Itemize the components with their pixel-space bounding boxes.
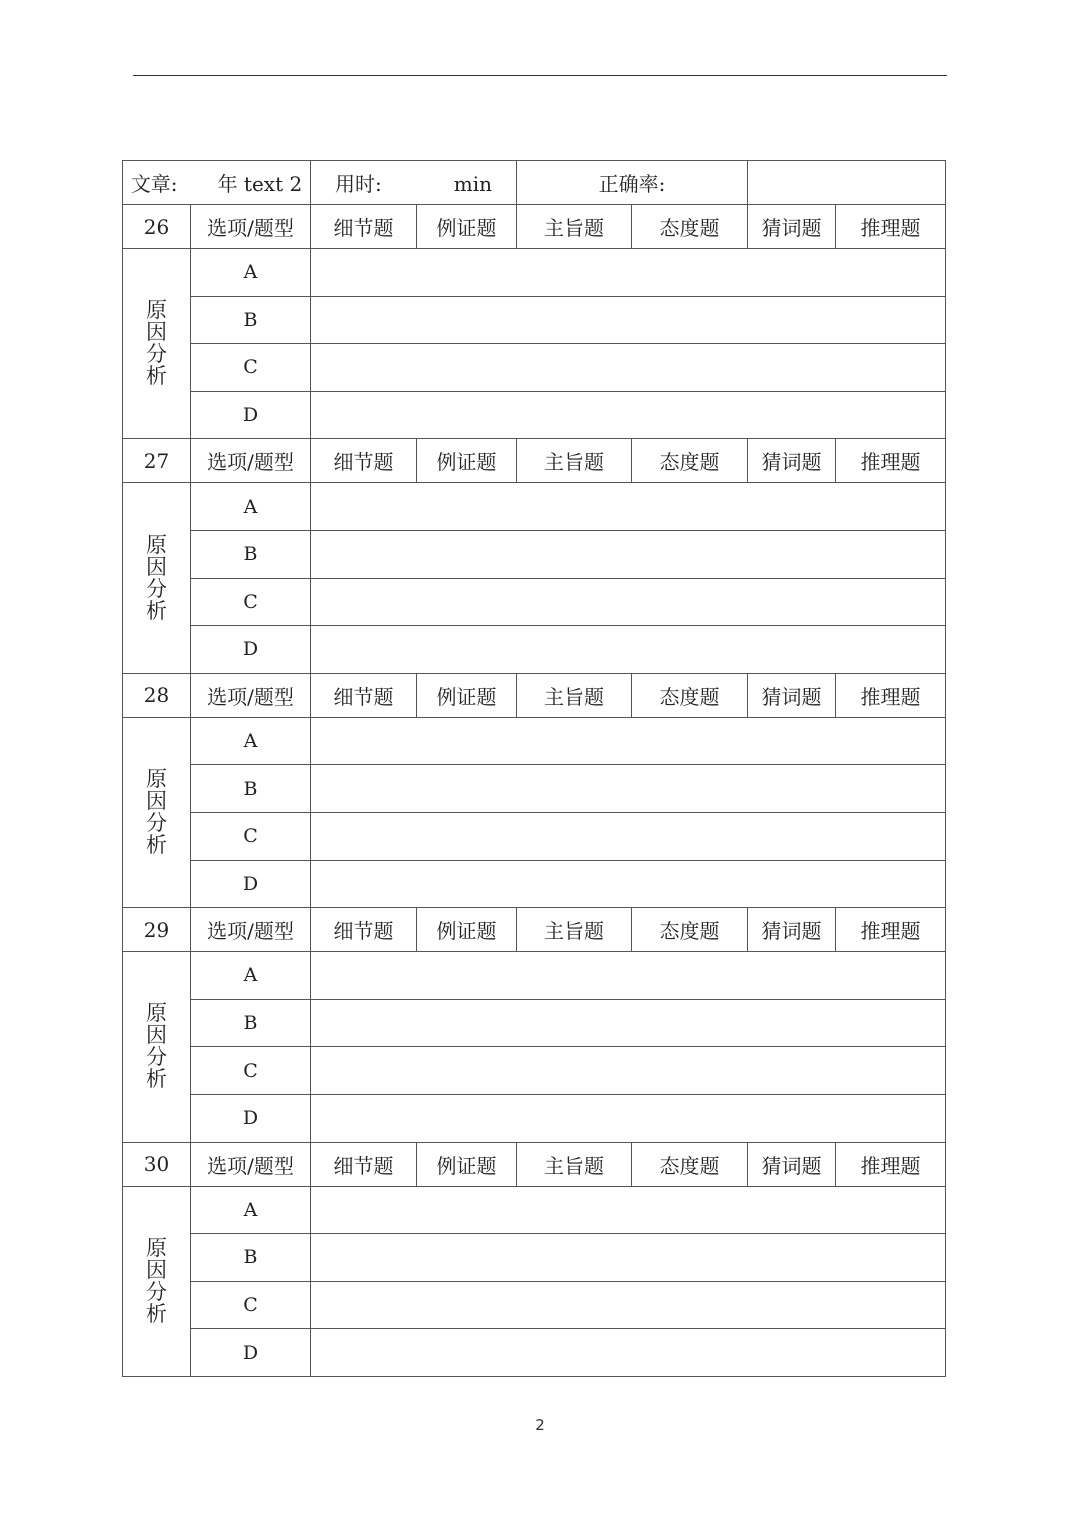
option-row xyxy=(123,1281,946,1329)
reading-analysis-table xyxy=(122,160,946,1377)
option-row xyxy=(123,952,946,1000)
option-letter: A xyxy=(191,952,311,1000)
article-label: 文章: xyxy=(130,172,178,196)
question-type-cell: 推理题 xyxy=(836,673,946,717)
analysis-label: 原因分析 xyxy=(146,1001,167,1092)
analysis-entry-cell[interactable] xyxy=(311,999,946,1047)
analysis-entry-cell[interactable] xyxy=(311,1047,946,1095)
question-number: 28 xyxy=(123,673,191,717)
question-type-cell: 推理题 xyxy=(836,205,946,249)
accuracy-cell xyxy=(517,161,748,205)
question-row xyxy=(123,673,946,717)
analysis-label-cell xyxy=(123,483,191,673)
analysis-entry-cell[interactable] xyxy=(311,1234,946,1282)
question-row xyxy=(123,205,946,249)
question-type-cell: 态度题 xyxy=(632,1142,748,1186)
question-type-cell: 推理题 xyxy=(836,439,946,483)
option-letter: B xyxy=(191,530,311,578)
analysis-label-cell xyxy=(123,717,191,907)
option-type-header: 选项/题型 xyxy=(191,205,311,249)
question-type-cell: 态度题 xyxy=(632,673,748,717)
page-number: 2 xyxy=(535,1416,545,1434)
option-row xyxy=(123,483,946,531)
analysis-label-cell xyxy=(123,952,191,1142)
question-type-cell: 主旨题 xyxy=(517,205,632,249)
analysis-entry-cell[interactable] xyxy=(311,717,946,765)
question-type-cell: 主旨题 xyxy=(517,1142,632,1186)
option-letter: A xyxy=(191,249,311,297)
option-type-header: 选项/题型 xyxy=(191,439,311,483)
header-rule xyxy=(133,75,947,76)
option-letter: D xyxy=(191,860,311,908)
analysis-entry-cell[interactable] xyxy=(311,530,946,578)
analysis-label: 原因分析 xyxy=(146,1235,167,1326)
option-letter: B xyxy=(191,296,311,344)
option-letter: C xyxy=(191,1047,311,1095)
question-type-cell: 态度题 xyxy=(632,439,748,483)
analysis-entry-cell[interactable] xyxy=(311,296,946,344)
question-type-cell: 推理题 xyxy=(836,1142,946,1186)
table-header-row xyxy=(123,161,946,205)
option-row xyxy=(123,999,946,1047)
option-letter: B xyxy=(191,1234,311,1282)
option-letter: A xyxy=(191,1186,311,1234)
question-type-cell: 细节题 xyxy=(311,205,417,249)
analysis-entry-cell[interactable] xyxy=(311,626,946,674)
option-type-header: 选项/题型 xyxy=(191,1142,311,1186)
analysis-entry-cell[interactable] xyxy=(311,860,946,908)
option-row xyxy=(123,717,946,765)
analysis-entry-cell[interactable] xyxy=(311,344,946,392)
option-letter: A xyxy=(191,483,311,531)
question-type-cell: 例证题 xyxy=(417,908,517,952)
question-row xyxy=(123,908,946,952)
option-letter: D xyxy=(191,1329,311,1377)
analysis-label-cell xyxy=(123,249,191,439)
option-letter: C xyxy=(191,578,311,626)
option-row xyxy=(123,344,946,392)
question-type-cell: 主旨题 xyxy=(517,908,632,952)
question-row xyxy=(123,439,946,483)
option-row xyxy=(123,1329,946,1377)
article-cell xyxy=(123,161,311,205)
question-type-cell: 例证题 xyxy=(417,205,517,249)
question-type-cell: 猜词题 xyxy=(748,1142,836,1186)
question-type-cell: 例证题 xyxy=(417,673,517,717)
analysis-entry-cell[interactable] xyxy=(311,1281,946,1329)
question-type-cell: 细节题 xyxy=(311,1142,417,1186)
time-label: 用时: xyxy=(335,172,382,196)
question-type-cell: 例证题 xyxy=(417,1142,517,1186)
analysis-entry-cell[interactable] xyxy=(311,812,946,860)
analysis-entry-cell[interactable] xyxy=(311,578,946,626)
accuracy-value-cell xyxy=(748,161,946,205)
option-row xyxy=(123,249,946,297)
option-type-header: 选项/题型 xyxy=(191,673,311,717)
question-type-cell: 态度题 xyxy=(632,908,748,952)
question-type-cell: 猜词题 xyxy=(748,439,836,483)
analysis-entry-cell[interactable] xyxy=(311,483,946,531)
question-type-cell: 例证题 xyxy=(417,439,517,483)
option-letter: D xyxy=(191,391,311,439)
option-letter: B xyxy=(191,765,311,813)
question-type-cell: 主旨题 xyxy=(517,439,632,483)
option-row xyxy=(123,1234,946,1282)
article-value: 年 text 2 xyxy=(217,172,303,196)
question-type-cell: 主旨题 xyxy=(517,673,632,717)
question-type-cell: 猜词题 xyxy=(748,673,836,717)
option-row xyxy=(123,1186,946,1234)
question-row xyxy=(123,1142,946,1186)
analysis-label: 原因分析 xyxy=(146,766,167,857)
question-number: 30 xyxy=(123,1142,191,1186)
option-row xyxy=(123,1094,946,1142)
analysis-entry-cell[interactable] xyxy=(311,1186,946,1234)
analysis-entry-cell[interactable] xyxy=(311,952,946,1000)
option-row xyxy=(123,812,946,860)
question-type-cell: 猜词题 xyxy=(748,205,836,249)
analysis-label: 原因分析 xyxy=(146,298,167,389)
analysis-entry-cell[interactable] xyxy=(311,391,946,439)
question-type-cell: 细节题 xyxy=(311,908,417,952)
option-letter: D xyxy=(191,626,311,674)
question-type-cell: 态度题 xyxy=(632,205,748,249)
question-number: 27 xyxy=(123,439,191,483)
option-type-header: 选项/题型 xyxy=(191,908,311,952)
question-type-cell: 细节题 xyxy=(311,673,417,717)
question-number: 29 xyxy=(123,908,191,952)
question-type-cell: 推理题 xyxy=(836,908,946,952)
option-letter: C xyxy=(191,812,311,860)
question-number: 26 xyxy=(123,205,191,249)
option-letter: D xyxy=(191,1094,311,1142)
question-type-cell: 细节题 xyxy=(311,439,417,483)
option-letter: A xyxy=(191,717,311,765)
option-row xyxy=(123,626,946,674)
analysis-entry-cell[interactable] xyxy=(311,765,946,813)
analysis-entry-cell[interactable] xyxy=(311,1329,946,1377)
option-row xyxy=(123,860,946,908)
option-letter: B xyxy=(191,999,311,1047)
time-unit: min xyxy=(453,172,493,196)
analysis-entry-cell[interactable] xyxy=(311,249,946,297)
option-row xyxy=(123,296,946,344)
analysis-label: 原因分析 xyxy=(146,532,167,623)
analysis-label-cell xyxy=(123,1186,191,1376)
option-row xyxy=(123,578,946,626)
option-letter: C xyxy=(191,1281,311,1329)
question-type-cell: 猜词题 xyxy=(748,908,836,952)
option-row xyxy=(123,530,946,578)
accuracy-label: 正确率: xyxy=(598,172,666,196)
time-cell xyxy=(311,161,517,205)
option-letter: C xyxy=(191,344,311,392)
option-row xyxy=(123,1047,946,1095)
analysis-entry-cell[interactable] xyxy=(311,1094,946,1142)
option-row xyxy=(123,391,946,439)
option-row xyxy=(123,765,946,813)
